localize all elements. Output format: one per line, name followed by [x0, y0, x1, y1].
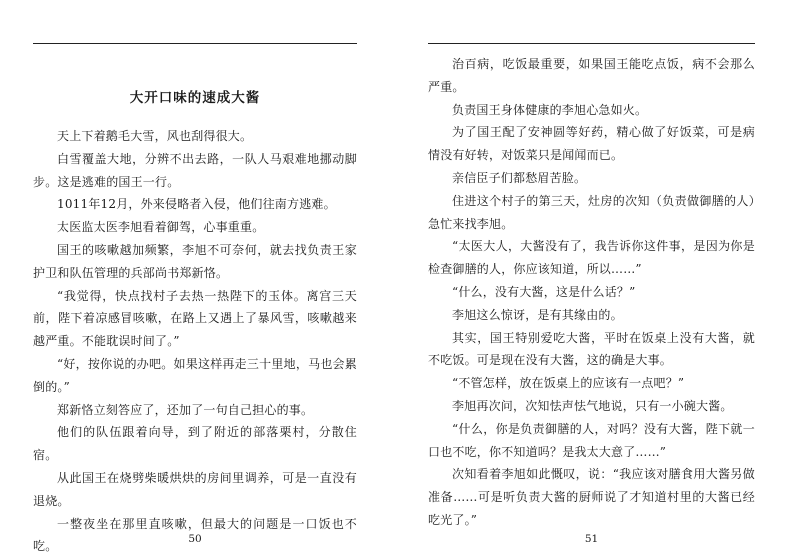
paragraph: “我觉得，快点找村子去热一热陛下的玉体。离宫三天前，陛下着凉感冒咳嗽，在路上又遇上了暴风雪，咳嗽越来越严重。不能耽误时间了。”	[33, 288, 357, 349]
paragraph: 负责国王身体健康的李旭心急如火。	[452, 102, 648, 117]
paragraph: “不管怎样，放在饭桌上的应该有一点吧？”	[452, 376, 685, 391]
paragraph: 李旭这么惊讶，是有其缘由的。	[452, 307, 623, 322]
paragraph: 天上下着鹅毛大雪，风也刮得很大。	[57, 129, 253, 143]
paragraph: 白雪覆盖大地，分辨不出去路，一队人马艰难地挪动脚步。这是逃难的国王一行。	[33, 151, 357, 189]
paragraph: 1011年12月，外来侵略者入侵，他们往南方逃难。	[57, 197, 336, 212]
paragraph: “太医大人，大酱没有了，我告诉你这件事，是因为你是检查御膳的人，你应该知道，所以……”	[428, 239, 755, 277]
paragraph: 为了国王配了安神圆等好药，精心做了好饭菜，可是病情没有好转，对饭菜只是闻闻而已。	[428, 125, 755, 163]
right-page-body	[428, 53, 755, 532]
page-number: 51	[584, 533, 599, 545]
left-page	[33, 0, 357, 558]
paragraph: 一整夜坐在那里直咳嗽，但最大的问题是一口饭也不吃。	[33, 516, 357, 554]
paragraph: 国王的咳嗽越加频繁，李旭不可奈何，就去找负责王家护卫和队伍管理的兵部尚书郑新恪。	[33, 242, 357, 280]
header-rule	[428, 43, 755, 44]
paragraph: “什么，你是负责御膳的人，对吗？没有大酱，陛下就一口也不吃，你不知道吗？是我太大意了……”	[428, 421, 755, 459]
paragraph: 太医监太医李旭看着御驾，心事重重。	[57, 220, 265, 235]
paragraph: 其实，国王特别爱吃大酱，平时在饭桌上没有大酱，就不吃饭。可是现在没有大酱，这的确是大事。	[428, 330, 755, 368]
paragraph: 郑新恪立刻答应了，还加了一句自己担心的事。	[57, 402, 314, 417]
paragraph: 住进这个村子的第三天，灶房的次知（负责做御膳的人）急忙来找李旭。	[428, 193, 755, 231]
right-page	[428, 0, 755, 558]
chapter-title: 大开口味的速成大酱	[129, 90, 261, 106]
paragraph: 他们的队伍跟着向导，到了附近的部落栗村，分散住宿。	[33, 425, 357, 463]
paragraph: 治百病，吃饭最重要，如果国王能吃点饭，病不会那么严重。	[428, 57, 755, 94]
header-rule	[33, 43, 357, 44]
paragraph: 亲信臣子们都愁眉苦脸。	[452, 170, 587, 185]
paragraph: “什么，没有大酱，这是什么话？”	[452, 284, 636, 299]
paragraph: “好，按你说的办吧。如果这样再走三十里地，马也会累倒的。”	[33, 356, 357, 394]
page-number: 50	[188, 533, 202, 545]
left-page-body	[33, 125, 357, 558]
paragraph: 李旭再次问，次知怯声怯气地说，只有一小碗大酱。	[452, 398, 733, 413]
paragraph: 次知看着李旭如此慨叹，说：“我应该对膳食用大酱另做准备……可是听负责大酱的厨师说了才知道村里的大酱已经吃光了。”	[428, 467, 755, 527]
paragraph: 从此国王在烧劈柴暖烘烘的房间里调养，可是一直没有退烧。	[33, 470, 357, 508]
